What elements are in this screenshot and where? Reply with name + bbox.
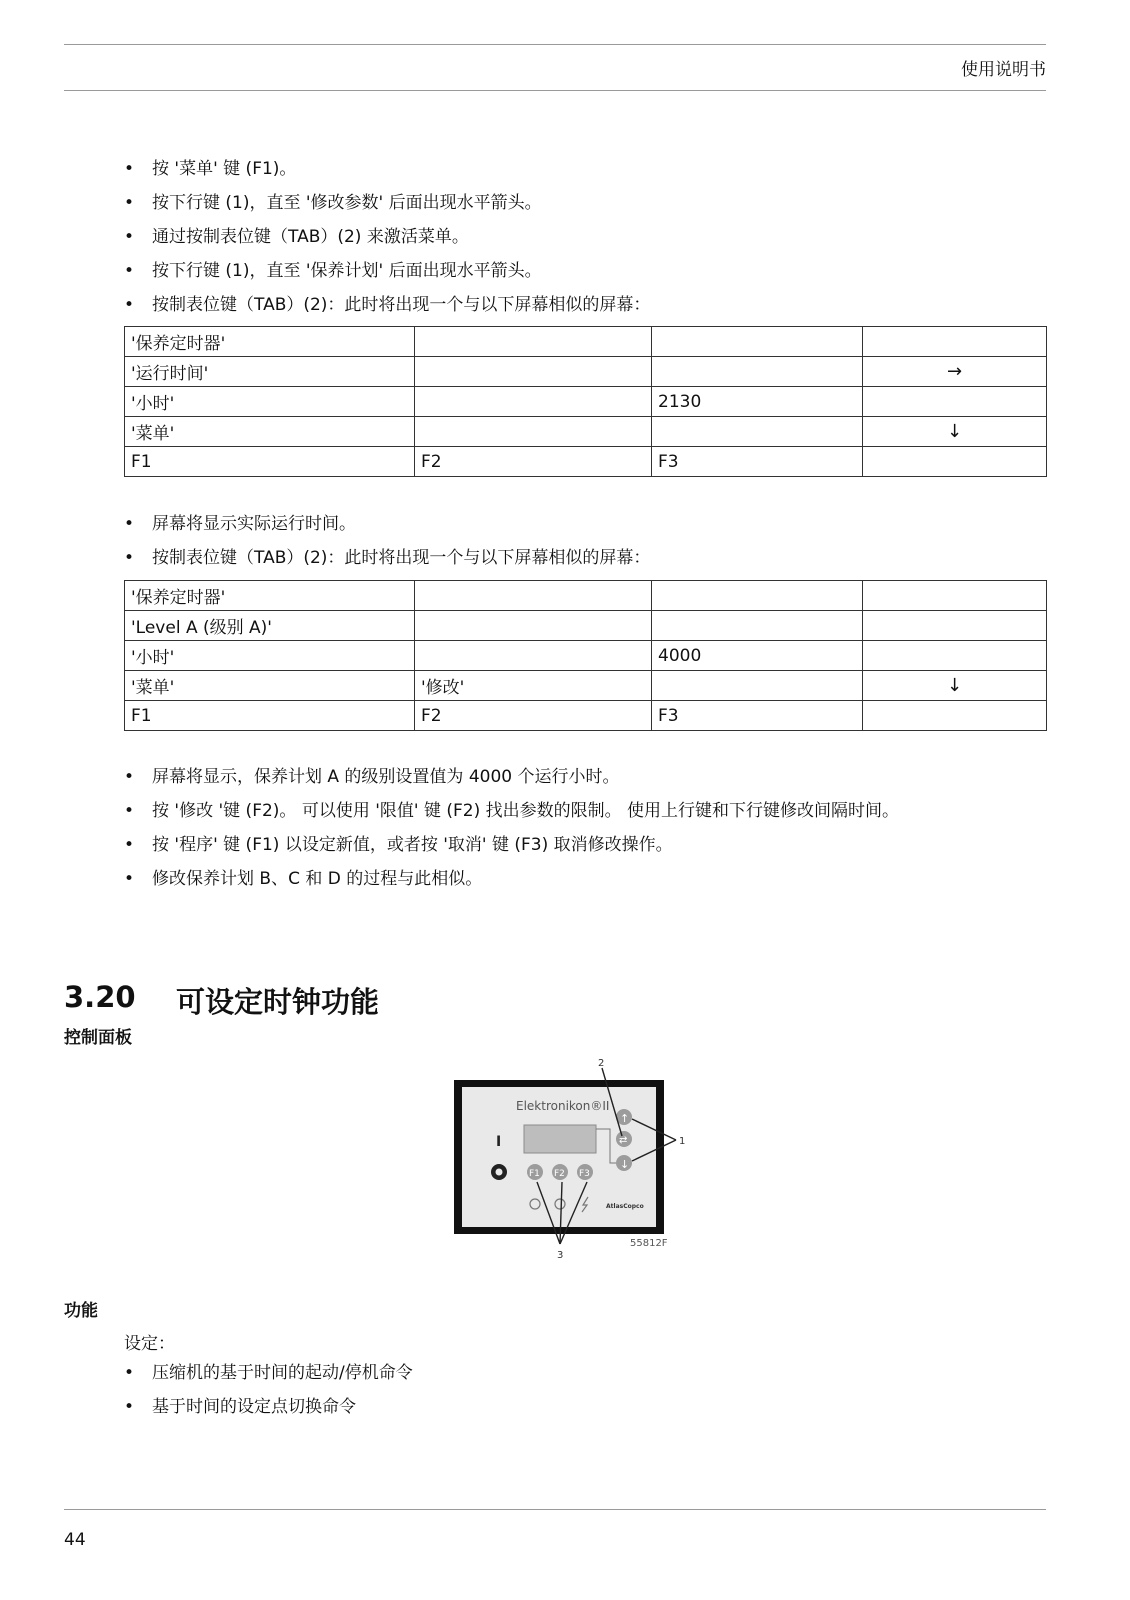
table-cell: '菜单' xyxy=(125,671,415,701)
list-item: • 按制表位键（TAB）(2)：此时将出现一个与以下屏幕相似的屏幕： xyxy=(124,541,650,575)
table-row xyxy=(125,387,1047,417)
list-item: • 按 '修改 '键 (F2)。 可以使用 '限值' 键 (F2) 找出参数的限制。 使用上行键和下行键修改间隔时间。 xyxy=(124,794,899,828)
table-cell xyxy=(863,327,1047,357)
table-cell: '保养定时器' xyxy=(125,581,415,611)
bullet-list-bottom xyxy=(124,1356,413,1424)
header-bottom-rule xyxy=(64,90,1046,91)
table-cell xyxy=(652,327,863,357)
f3-key-label: F3 xyxy=(579,1169,590,1179)
function-heading: 功能 xyxy=(64,1301,98,1321)
table-row xyxy=(125,327,1047,357)
screen-table-1 xyxy=(124,326,1047,477)
table-row xyxy=(125,417,1047,447)
function-intro: 设定： xyxy=(124,1334,175,1354)
svg-text:↓: ↓ xyxy=(620,1158,630,1171)
bullet-list-mid xyxy=(124,507,650,575)
table-cell xyxy=(652,357,863,387)
bullet-list-top xyxy=(124,152,650,322)
list-item: • 按下行键 (1)，直至 '保养计划' 后面出现水平箭头。 xyxy=(124,254,650,288)
header-top-rule xyxy=(64,44,1046,45)
list-item: • 按 '程序' 键 (F1) 以设定新值，或者按 '取消' 键 (F3) 取消修改操作。 xyxy=(124,828,899,862)
down-arrow-icon: ↓ xyxy=(863,671,1047,701)
svg-text:↑: ↑ xyxy=(620,1112,630,1125)
brand-label: Elektronikon®II xyxy=(516,1099,610,1113)
footer-rule xyxy=(64,1509,1046,1510)
table-row xyxy=(125,611,1047,641)
table-cell xyxy=(863,447,1047,477)
table-cell: 2130 xyxy=(652,387,863,417)
table-row xyxy=(125,641,1047,671)
right-arrow-icon: → xyxy=(863,357,1047,387)
table-cell: '保养定时器' xyxy=(125,327,415,357)
table-cell: '运行时间' xyxy=(125,357,415,387)
table-row xyxy=(125,357,1047,387)
f1-key-label: F1 xyxy=(529,1169,540,1179)
list-item: • 屏幕将显示，保养计划 A 的级别设置值为 4000 个运行小时。 xyxy=(124,760,899,794)
table-row xyxy=(125,447,1047,477)
table-cell: '菜单' xyxy=(125,417,415,447)
table-cell xyxy=(863,581,1047,611)
table-row xyxy=(125,671,1047,701)
table-cell xyxy=(652,611,863,641)
logo-text: AtlasCopco xyxy=(606,1203,644,1210)
table-cell xyxy=(863,387,1047,417)
table-cell: '修改' xyxy=(415,671,652,701)
table-cell xyxy=(415,327,652,357)
control-panel-figure xyxy=(440,1052,700,1272)
table-cell xyxy=(415,581,652,611)
table-cell: F2 xyxy=(415,447,652,477)
table-cell: '小时' xyxy=(125,641,415,671)
list-item: • 按制表位键（TAB）(2)：此时将出现一个与以下屏幕相似的屏幕： xyxy=(124,288,650,322)
table-cell xyxy=(415,357,652,387)
table-cell xyxy=(415,641,652,671)
list-item: • 按 '菜单' 键 (F1)。 xyxy=(124,152,650,186)
list-item: • 压缩机的基于时间的起动/停机命令 xyxy=(124,1356,413,1390)
list-item: • 屏幕将显示实际运行时间。 xyxy=(124,507,650,541)
callout-3: 3 xyxy=(557,1250,564,1261)
list-item: • 通过按制表位键（TAB）(2) 来激活菜单。 xyxy=(124,220,650,254)
table-cell xyxy=(652,417,863,447)
callout-2: 2 xyxy=(598,1058,605,1069)
list-item: • 按下行键 (1)，直至 '修改参数' 后面出现水平箭头。 xyxy=(124,186,650,220)
panel-heading: 控制面板 xyxy=(64,1028,132,1048)
down-arrow-icon: ↓ xyxy=(863,417,1047,447)
display-screen xyxy=(524,1125,596,1153)
section-number: 3.20 xyxy=(64,980,136,1014)
table-cell: 4000 xyxy=(652,641,863,671)
table-row xyxy=(125,581,1047,611)
table-row xyxy=(125,701,1047,731)
list-item: • 修改保养计划 B、C 和 D 的过程与此相似。 xyxy=(124,862,899,896)
table-cell: F3 xyxy=(652,701,863,731)
page-number: 44 xyxy=(64,1530,86,1550)
section-title: 可设定时钟功能 xyxy=(176,985,380,1019)
svg-text:⇄: ⇄ xyxy=(619,1135,628,1146)
list-item: • 基于时间的设定点切换命令 xyxy=(124,1390,413,1424)
table-cell xyxy=(415,417,652,447)
table-cell: F2 xyxy=(415,701,652,731)
start-button: I xyxy=(496,1134,502,1150)
f2-key-label: F2 xyxy=(554,1169,565,1179)
callout-1: 1 xyxy=(679,1136,686,1147)
table-cell: 'Level A (级别 A)' xyxy=(125,611,415,641)
table-cell: '小时' xyxy=(125,387,415,417)
screen-table-2 xyxy=(124,580,1047,731)
table-cell xyxy=(415,387,652,417)
table-cell xyxy=(415,611,652,641)
table-cell: F3 xyxy=(652,447,863,477)
figure-id: 55812F xyxy=(630,1238,668,1249)
table-cell xyxy=(863,641,1047,671)
table-cell xyxy=(652,671,863,701)
header-title: 使用说明书 xyxy=(961,60,1046,80)
table-cell xyxy=(863,611,1047,641)
bullet-list-after xyxy=(124,760,899,896)
table-cell xyxy=(863,701,1047,731)
table-cell: F1 xyxy=(125,447,415,477)
table-cell: F1 xyxy=(125,701,415,731)
table-cell xyxy=(652,581,863,611)
